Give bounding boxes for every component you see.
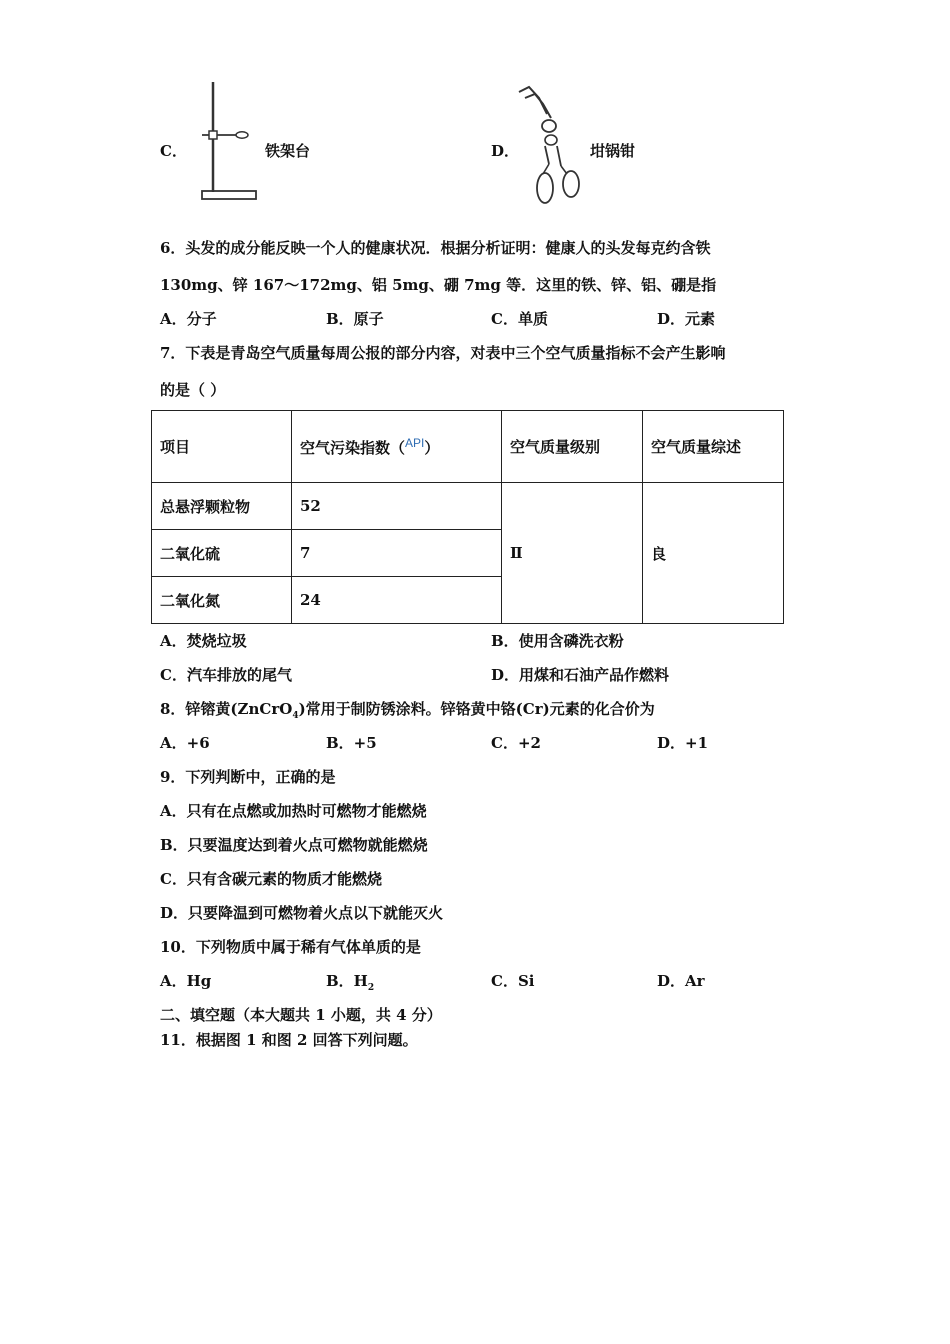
q8-option-d[interactable]: D．+1 [657,734,709,752]
q6-option-b[interactable]: B．原子 [326,310,384,328]
row-2-item: 二氧化硫 [152,530,292,577]
header-api [292,411,502,483]
q10-text: 10．下列物质中属于稀有气体单质的是 [160,938,421,956]
q10-option-b-label: B．H [326,972,368,990]
q7-option-b[interactable]: B．使用含磷洗衣粉 [491,632,624,650]
header-item: 项目 [152,411,292,483]
q10-option-b[interactable] [326,970,374,993]
row-1-item: 总悬浮颗粒物 [152,483,292,530]
crucible-tongs-icon [515,84,589,210]
row-2-value: 7 [292,530,502,577]
header-api-label: 空气污染指数（ [300,438,406,457]
q9-option-c[interactable]: C．只有含碳元素的物质才能燃烧 [160,870,382,888]
q7-option-a[interactable]: A．焚烧垃圾 [160,632,247,650]
row-3-item: 二氧化氮 [152,577,292,624]
section-2-title: 二、填空题（本大题共 1 小题，共 4 分） [160,1006,442,1024]
iron-stand-icon [196,80,260,204]
q7-option-d[interactable]: D．用煤和石油产品作燃料 [491,666,670,684]
q6-option-d[interactable]: D．元素 [657,310,716,328]
row-3-value: 24 [292,577,502,624]
q8-text-sub: 4 [292,711,299,721]
figure-c-letter: C． [160,142,187,160]
q8-text [160,698,655,721]
q9-option-b[interactable]: B．只要温度达到着火点可燃物就能燃烧 [160,836,428,854]
header-summary: 空气质量综述 [643,411,784,483]
q11-text: 11．根据图 1 和图 2 回答下列问题。 [160,1031,418,1049]
q6-line-2: 130mg、锌 167～172mg、铝 5mg、硼 7mg 等．这里的铁、锌、铝、硼是指 [160,276,717,294]
q8-text-post: )常用于制防锈涂料。锌铬黄中铬(Cr)元素的化合价为 [298,700,655,718]
q8-option-b[interactable]: B．+5 [326,734,377,752]
api-abbr: API [405,435,425,450]
q8-text-pre: 8．锌镕黄(ZnCrO [160,700,293,718]
cell-summary: 良 [643,483,784,624]
q8-option-c[interactable]: C．+2 [491,734,541,752]
figure-d-caption: 坩锅钳 [590,142,636,160]
q9-option-a[interactable]: A．只有在点燃或加热时可燃物才能燃烧 [160,802,427,820]
q6-option-c[interactable]: C．单质 [491,310,548,328]
q9-option-d[interactable]: D．只要降温到可燃物着火点以下就能灭火 [160,904,444,922]
header-api-close: ） [424,438,440,457]
q10-option-c[interactable]: C．Si [491,972,535,990]
q10-option-b-sub: 2 [367,983,375,993]
q7-option-c[interactable]: C．汽车排放的尾气 [160,666,292,684]
cell-level: Ⅱ [502,483,643,624]
q9-text: 9．下列判断中，正确的是 [160,768,336,786]
q8-option-a[interactable]: A．+6 [160,734,210,752]
q6-line-1: 6．头发的成分能反映一个人的健康状况．根据分析证明：健康人的头发每克约含铁 [160,239,711,257]
q7-line-2: 的是（ ） [160,381,226,399]
q7-line-1: 7．下表是青岛空气质量每周公报的部分内容，对表中三个空气质量指标不会产生影响 [160,344,726,362]
row-1-value: 52 [292,483,502,530]
header-level: 空气质量级别 [502,411,643,483]
figure-d-letter: D． [491,142,520,160]
q10-option-d[interactable]: D．Ar [657,972,705,990]
air-quality-table [151,410,784,624]
figure-c-caption: 铁架台 [265,142,311,160]
q10-option-a[interactable]: A．Hg [160,972,212,990]
q6-option-a[interactable]: A．分子 [160,310,217,328]
